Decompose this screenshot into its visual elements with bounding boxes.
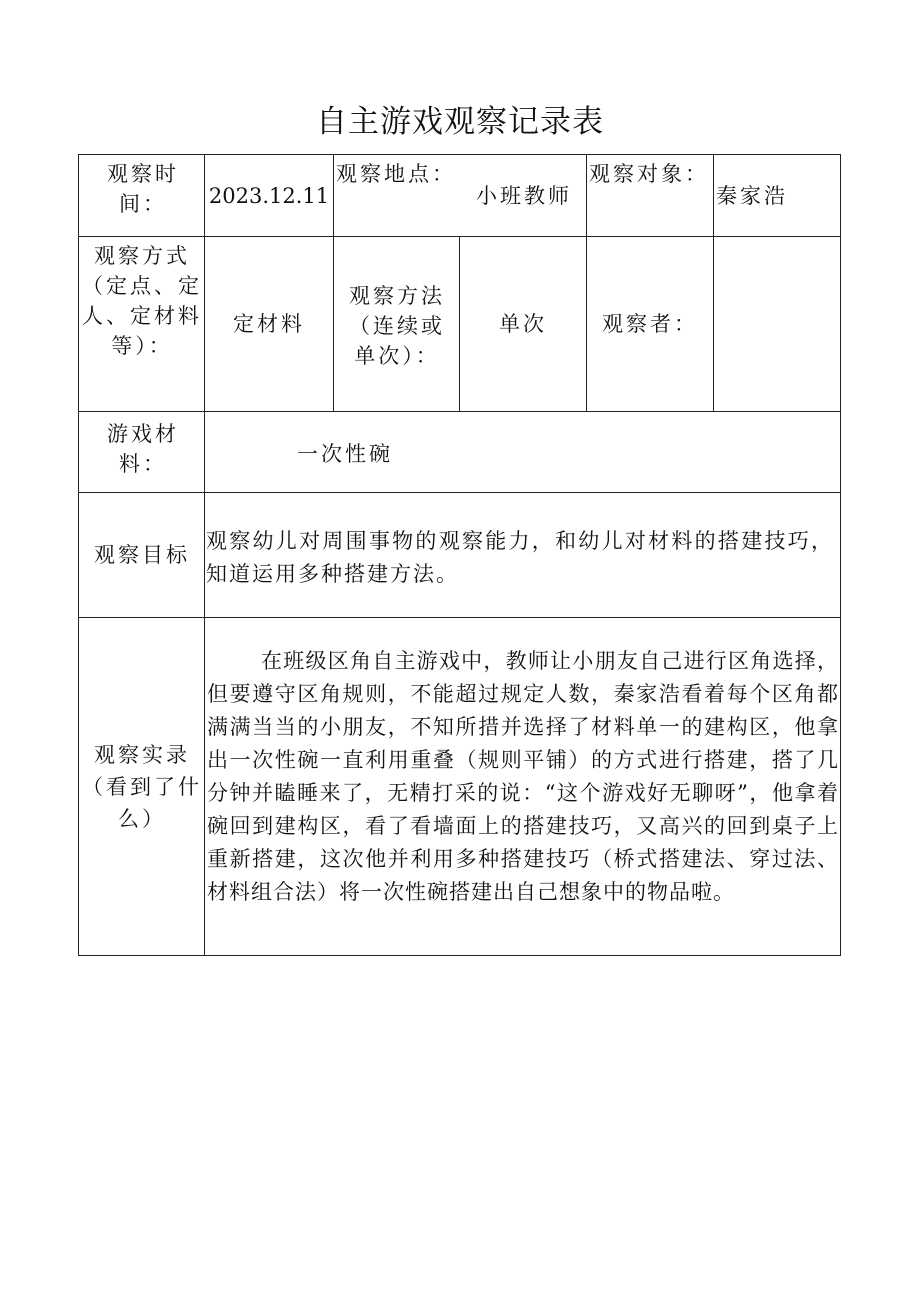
observation-target-value: 秦家浩 — [716, 184, 788, 208]
observer-value — [714, 237, 840, 411]
observation-goal-text: 观察幼儿对周围事物的观察能力，和幼儿对材料的搭建技巧，知道运用多种搭建方法。 — [206, 529, 834, 586]
game-material-label: 游戏材料： — [107, 422, 179, 476]
observation-mode-label: 观察方式（定点、定人、定材料等）： — [82, 244, 202, 358]
observation-record-text: 在班级区角自主游戏中，教师让小朋友自己进行区角选择，但要遵守区角规则，不能超过规定人数，秦家浩看着每个区角都满满当当的小朋友，不知所措并选择了材料单一的建构区，他拿出一次性碗一直利用重叠（规则平铺）的方式进行搭建，搭了几分钟并瞌睡来了，无精打采的说：“这个游戏好无聊呀”，他拿着碗回到建构区，看了看墙面上的搭建技巧，又高兴的回到桌子上重新搭建，这次他并利用多种搭建技巧（桥式搭建法、穿过法、材料组合法）将一次性碗搭建出自己想象中的物品啦。 — [207, 649, 839, 904]
observation-method-value: 单次 — [499, 312, 547, 336]
observation-target-label: 观察对象： — [589, 162, 709, 186]
game-material-value: 一次性碗 — [297, 442, 393, 466]
page-title: 自主游戏观察记录表 — [316, 104, 604, 140]
row-divider — [79, 617, 840, 618]
observer-label: 观察者： — [602, 312, 698, 336]
observation-record-table — [78, 154, 841, 956]
observation-time-label: 观察时间： — [107, 162, 179, 216]
observation-mode-value: 定材料 — [233, 312, 305, 336]
observation-place-label: 观察地点： — [336, 162, 456, 186]
observation-time-value: 2023.12.11 — [208, 183, 330, 208]
observation-method-label: 观察方法（连续或单次）： — [349, 284, 445, 368]
observation-goal-label: 观察目标 — [94, 543, 190, 567]
observation-place-value: 小班教师 — [476, 184, 572, 208]
row-divider — [79, 411, 840, 412]
column-divider — [333, 155, 334, 411]
observation-record-label: 观察实录（看到了什么） — [82, 743, 202, 831]
